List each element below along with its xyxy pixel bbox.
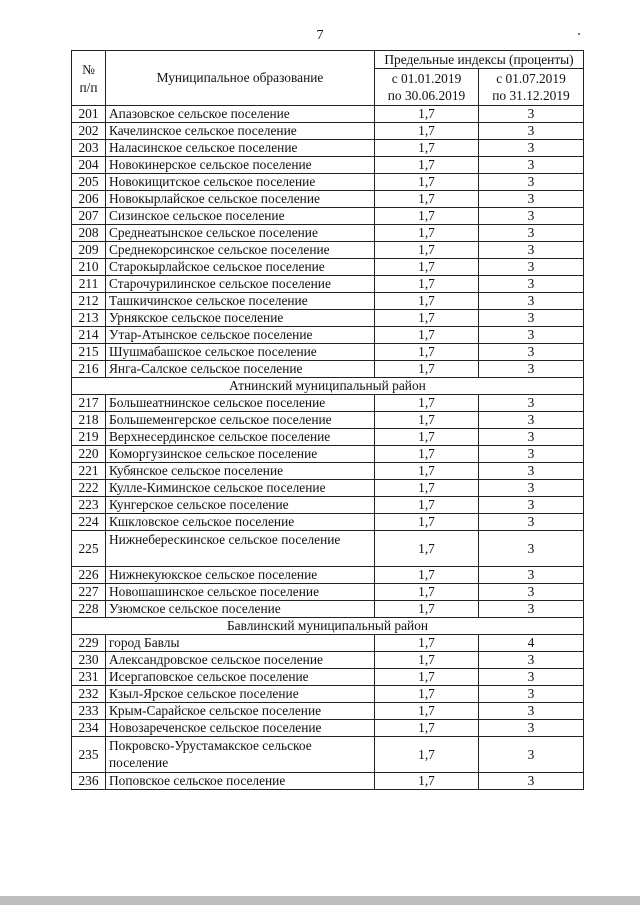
table-row — [72, 327, 584, 344]
row-number: 214 — [72, 327, 106, 344]
index-period-1: 1,7 — [375, 429, 479, 446]
table-row — [72, 276, 584, 293]
index-period-2: 3 — [479, 514, 584, 531]
row-number: 207 — [72, 208, 106, 225]
municipality-name: Коморгузинское сельское поселение — [106, 446, 375, 463]
index-period-2: 3 — [479, 293, 584, 310]
index-period-2: 3 — [479, 140, 584, 157]
row-number: 212 — [72, 293, 106, 310]
scan-edge-bar — [0, 896, 640, 905]
index-period-1: 1,7 — [375, 310, 479, 327]
table-row — [72, 123, 584, 140]
index-period-1: 1,7 — [375, 686, 479, 703]
table-row — [72, 191, 584, 208]
municipality-name: Новокинерское сельское поселение — [106, 157, 375, 174]
municipality-name: Среднеатынское сельское поселение — [106, 225, 375, 242]
header-period-1 — [375, 69, 479, 106]
row-number: 216 — [72, 361, 106, 378]
index-period-1: 1,7 — [375, 140, 479, 157]
municipality-name: Апазовское сельское поселение — [106, 106, 375, 123]
index-period-2: 3 — [479, 429, 584, 446]
table-row — [72, 584, 584, 601]
index-period-1: 1,7 — [375, 157, 479, 174]
row-number: 230 — [72, 652, 106, 669]
index-period-2: 3 — [479, 584, 584, 601]
table-row — [72, 567, 584, 584]
header-period-2-text: с 01.07.2019 по 31.12.2019 — [492, 71, 570, 103]
municipality-name: Кубянское сельское поселение — [106, 463, 375, 480]
row-number: 208 — [72, 225, 106, 242]
index-period-2: 3 — [479, 174, 584, 191]
table-row — [72, 463, 584, 480]
table-row — [72, 429, 584, 446]
municipality-name: Исергаповское сельское поселение — [106, 669, 375, 686]
table-row — [72, 174, 584, 191]
table-row — [72, 140, 584, 157]
municipality-name: Кулле-Киминское сельское поселение — [106, 480, 375, 497]
table-row — [72, 737, 584, 773]
index-period-2: 3 — [479, 259, 584, 276]
table-row — [72, 157, 584, 174]
index-period-1: 1,7 — [375, 208, 479, 225]
table-row — [72, 720, 584, 737]
municipality-name: Новозареченское сельское поселение — [106, 720, 375, 737]
row-number: 228 — [72, 601, 106, 618]
index-period-1: 1,7 — [375, 344, 479, 361]
table-row — [72, 601, 584, 618]
table-row — [72, 242, 584, 259]
index-period-2: 3 — [479, 191, 584, 208]
index-period-2: 3 — [479, 531, 584, 567]
index-period-1: 1,7 — [375, 635, 479, 652]
municipality-name: Новокищитское сельское поселение — [106, 174, 375, 191]
table-row — [72, 686, 584, 703]
municipality-name: Шушмабашское сельское поселение — [106, 344, 375, 361]
index-period-1: 1,7 — [375, 276, 479, 293]
municipality-name: Урнякское сельское поселение — [106, 310, 375, 327]
row-number: 220 — [72, 446, 106, 463]
district-header-row — [72, 378, 584, 395]
municipality-name: Кунгерское сельское поселение — [106, 497, 375, 514]
index-period-2: 3 — [479, 601, 584, 618]
row-number: 204 — [72, 157, 106, 174]
table-row — [72, 344, 584, 361]
municipality-name: Узюмское сельское поселение — [106, 601, 375, 618]
municipality-name: Верхнесердинское сельское поселение — [106, 429, 375, 446]
municipality-name: Большеменгерское сельское поселение — [106, 412, 375, 429]
row-number: 211 — [72, 276, 106, 293]
table-row — [72, 412, 584, 429]
index-period-1: 1,7 — [375, 531, 479, 567]
index-period-2: 3 — [479, 463, 584, 480]
index-period-1: 1,7 — [375, 259, 479, 276]
index-period-2: 3 — [479, 361, 584, 378]
index-period-1: 1,7 — [375, 480, 479, 497]
index-period-1: 1,7 — [375, 412, 479, 429]
table-row — [72, 531, 584, 567]
index-period-2: 3 — [479, 686, 584, 703]
index-period-1: 1,7 — [375, 174, 479, 191]
row-number: 235 — [72, 737, 106, 773]
district-name: Бавлинский муниципальный район — [72, 618, 584, 635]
row-number: 223 — [72, 497, 106, 514]
table-row — [72, 293, 584, 310]
municipality-name: Среднекорсинское сельское поселение — [106, 242, 375, 259]
index-period-2: 3 — [479, 703, 584, 720]
municipality-name: Кзыл-Ярское сельское поселение — [106, 686, 375, 703]
table-row — [72, 208, 584, 225]
index-period-2: 3 — [479, 395, 584, 412]
row-number: 229 — [72, 635, 106, 652]
index-period-1: 1,7 — [375, 225, 479, 242]
index-period-2: 3 — [479, 310, 584, 327]
index-period-2: 3 — [479, 123, 584, 140]
table-row — [72, 703, 584, 720]
index-period-2: 3 — [479, 567, 584, 584]
row-number: 217 — [72, 395, 106, 412]
index-period-2: 3 — [479, 480, 584, 497]
row-number: 233 — [72, 703, 106, 720]
table-row — [72, 514, 584, 531]
header-indices: Предельные индексы (проценты) — [375, 51, 584, 69]
row-number: 215 — [72, 344, 106, 361]
table-row — [72, 773, 584, 790]
municipality-name: город Бавлы — [106, 635, 375, 652]
index-period-2: 3 — [479, 412, 584, 429]
index-period-1: 1,7 — [375, 361, 479, 378]
municipality-name: Новошашинское сельское поселение — [106, 584, 375, 601]
index-period-1: 1,7 — [375, 652, 479, 669]
municipality-name: Старочурилинское сельское поселение — [106, 276, 375, 293]
row-number: 202 — [72, 123, 106, 140]
table-row — [72, 106, 584, 123]
municipality-name: Нижнекуюкское сельское поселение — [106, 567, 375, 584]
index-period-1: 1,7 — [375, 463, 479, 480]
row-number: 221 — [72, 463, 106, 480]
index-period-1: 1,7 — [375, 737, 479, 773]
index-period-2: 3 — [479, 157, 584, 174]
row-number: 222 — [72, 480, 106, 497]
table-row — [72, 361, 584, 378]
header-number — [72, 51, 106, 106]
index-period-2: 3 — [479, 225, 584, 242]
row-number: 226 — [72, 567, 106, 584]
header-period-1-text: с 01.01.2019 по 30.06.2019 — [387, 71, 466, 103]
index-period-1: 1,7 — [375, 242, 479, 259]
index-period-1: 1,7 — [375, 720, 479, 737]
row-number: 219 — [72, 429, 106, 446]
index-period-1: 1,7 — [375, 106, 479, 123]
header-municipality: Муниципальное образование — [106, 51, 375, 106]
table-row — [72, 480, 584, 497]
index-period-2: 3 — [479, 773, 584, 790]
page-number: 7 — [316, 28, 324, 43]
index-period-2: 3 — [479, 737, 584, 773]
table-row — [72, 225, 584, 242]
row-number: 225 — [72, 531, 106, 567]
index-period-1: 1,7 — [375, 703, 479, 720]
row-number: 218 — [72, 412, 106, 429]
index-period-1: 1,7 — [375, 497, 479, 514]
index-period-1: 1,7 — [375, 327, 479, 344]
table-row — [72, 446, 584, 463]
index-period-1: 1,7 — [375, 584, 479, 601]
row-number: 210 — [72, 259, 106, 276]
table-row — [72, 652, 584, 669]
table-row — [72, 395, 584, 412]
index-period-2: 3 — [479, 242, 584, 259]
row-number: 205 — [72, 174, 106, 191]
index-period-2: 3 — [479, 446, 584, 463]
municipality-name: Качелинское сельское поселение — [106, 123, 375, 140]
municipality-name: Нижнеберескинское сельское поселение — [106, 531, 375, 567]
municipality-name: Поповское сельское поселение — [106, 773, 375, 790]
municipality-name: Ташкичинское сельское поселение — [106, 293, 375, 310]
header-period-2 — [479, 69, 584, 106]
municipality-name: Большеатнинское сельское поселение — [106, 395, 375, 412]
index-period-2: 3 — [479, 652, 584, 669]
index-period-1: 1,7 — [375, 395, 479, 412]
row-number: 224 — [72, 514, 106, 531]
indices-table — [71, 50, 584, 790]
table-body — [72, 106, 584, 790]
row-number: 209 — [72, 242, 106, 259]
index-period-2: 3 — [479, 720, 584, 737]
district-header-row — [72, 618, 584, 635]
row-number: 203 — [72, 140, 106, 157]
municipality-name: Сизинское сельское поселение — [106, 208, 375, 225]
table-row — [72, 310, 584, 327]
municipality-name: Александровское сельское поселение — [106, 652, 375, 669]
index-period-1: 1,7 — [375, 446, 479, 463]
index-period-2: 3 — [479, 497, 584, 514]
row-number: 236 — [72, 773, 106, 790]
index-period-1: 1,7 — [375, 773, 479, 790]
index-period-2: 3 — [479, 208, 584, 225]
municipality-name: Покровско-Урустамакское сельское поселение — [106, 737, 375, 773]
index-period-1: 1,7 — [375, 601, 479, 618]
index-period-2: 3 — [479, 276, 584, 293]
municipality-name: Янга-Салское сельское поселение — [106, 361, 375, 378]
index-period-1: 1,7 — [375, 514, 479, 531]
table-row — [72, 497, 584, 514]
scan-speck — [578, 33, 580, 35]
index-period-2: 3 — [479, 106, 584, 123]
header-number-text: № п/п — [79, 62, 98, 95]
municipality-name: Утар-Атынское сельское поселение — [106, 327, 375, 344]
row-number: 201 — [72, 106, 106, 123]
row-number: 232 — [72, 686, 106, 703]
index-period-1: 1,7 — [375, 567, 479, 584]
index-period-1: 1,7 — [375, 669, 479, 686]
municipality-name: Крым-Сарайское сельское поселение — [106, 703, 375, 720]
index-period-1: 1,7 — [375, 123, 479, 140]
district-name: Атнинский муниципальный район — [72, 378, 584, 395]
row-number: 231 — [72, 669, 106, 686]
municipality-name: Наласинское сельское поселение — [106, 140, 375, 157]
table-row — [72, 635, 584, 652]
table-row — [72, 669, 584, 686]
index-period-2: 4 — [479, 635, 584, 652]
row-number: 206 — [72, 191, 106, 208]
row-number: 234 — [72, 720, 106, 737]
table-row — [72, 259, 584, 276]
index-period-2: 3 — [479, 669, 584, 686]
row-number: 213 — [72, 310, 106, 327]
row-number: 227 — [72, 584, 106, 601]
index-period-1: 1,7 — [375, 191, 479, 208]
municipality-name: Старокырлайское сельское поселение — [106, 259, 375, 276]
index-period-2: 3 — [479, 327, 584, 344]
municipality-name: Кшкловское сельское поселение — [106, 514, 375, 531]
municipality-name: Новокырлайское сельское поселение — [106, 191, 375, 208]
index-period-2: 3 — [479, 344, 584, 361]
index-period-1: 1,7 — [375, 293, 479, 310]
